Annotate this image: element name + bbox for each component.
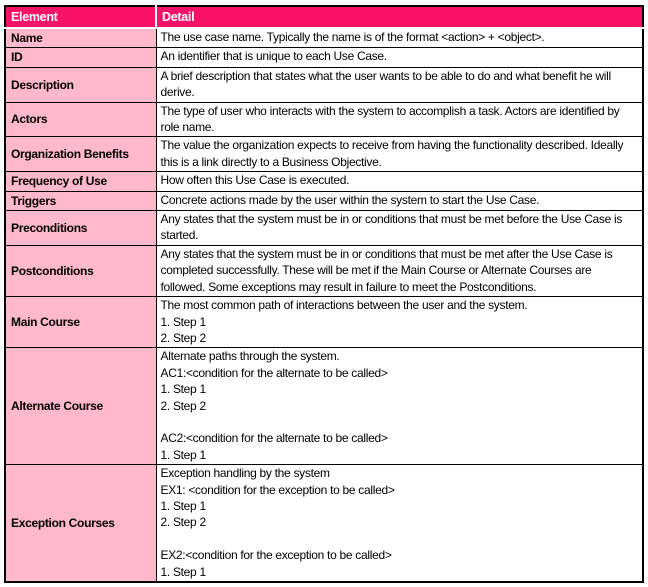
table-row [5, 28, 643, 48]
detail-line: 2. Step 2 [160, 515, 206, 530]
detail-cell [156, 245, 643, 296]
detail-line: An identifier that is unique to each Use Case. [160, 49, 387, 64]
detail-line: EX1: <condition for the exception to be called> [160, 482, 395, 497]
element-label-cell: Frequency of Use [5, 172, 156, 191]
element-label-cell: Alternate Course [5, 348, 156, 465]
detail-line: Concrete actions made by the user within the system to start the Use Case. [160, 192, 540, 207]
table-row [5, 211, 643, 246]
element-label-cell: Preconditions [5, 211, 156, 246]
detail-cell [156, 297, 643, 348]
table-row [5, 172, 643, 191]
element-label-cell: Triggers [5, 191, 156, 210]
detail-line: The most common path of interactions between the user and the system. [160, 298, 528, 313]
detail-cell [156, 465, 643, 582]
detail-line: 1. Step 1 [160, 498, 206, 513]
detail-line: Any states that the system must be in or conditions that must be met after the Use Case is completed successfully. These will be met if the Main Course or Alternate Courses are followed. Some exceptions may result in failure to meet the Postconditions. [160, 246, 613, 294]
detail-cell [156, 48, 643, 67]
detail-line: The use case name. Typically the name is of the format <action> + <object>. [160, 30, 545, 44]
detail-line: Exception handling by the system [160, 466, 330, 481]
detail-cell [156, 67, 643, 102]
table-row [5, 191, 643, 210]
detail-cell [156, 28, 643, 48]
detail-cell [156, 102, 643, 137]
detail-line: Any states that the system must be in or conditions that must be met before the Use Case is started. [160, 212, 623, 243]
table-body [5, 28, 643, 582]
detail-line: Alternate paths through the system. [160, 349, 340, 364]
detail-cell [156, 172, 643, 191]
detail-line: 1. Step 1 [160, 382, 206, 397]
detail-line: 2. Step 2 [160, 398, 206, 413]
detail-line: EX2:<condition for the exception to be called> [160, 548, 392, 563]
table-row [5, 102, 643, 137]
detail-cell [156, 348, 643, 465]
detail-line [161, 414, 640, 430]
detail-line: A brief description that states what the user wants to be able to do and what benefit he will derive. [160, 68, 611, 100]
detail-cell [156, 137, 643, 172]
column-header-detail: Detail [156, 6, 643, 28]
element-label-cell: Main Course [5, 297, 156, 348]
element-label-cell: Postconditions [5, 245, 156, 296]
detail-line: 1. Step 1 [160, 314, 206, 329]
use-case-template-table [4, 5, 644, 583]
table-row [5, 48, 643, 67]
table-row [5, 245, 643, 296]
detail-cell [156, 211, 643, 246]
element-label-cell: Actors [5, 102, 156, 137]
table-row [5, 67, 643, 102]
detail-line: AC1:<condition for the alternate to be called> [160, 365, 388, 380]
table-row [5, 137, 643, 172]
column-header-element: Element [5, 6, 156, 28]
detail-line: The type of user who interacts with the system to accomplish a task. Actors are identified by role name. [160, 103, 620, 135]
detail-line: 2. Step 2 [160, 330, 206, 345]
detail-cell [156, 191, 643, 210]
detail-line: 1. Step 1 [160, 447, 206, 462]
detail-line: How often this Use Case is executed. [160, 173, 350, 188]
detail-line: AC2:<condition for the alternate to be called> [160, 431, 388, 446]
element-label-cell: ID [5, 48, 156, 67]
table-header-row [5, 6, 643, 28]
table-row [5, 297, 643, 348]
detail-line [161, 531, 640, 547]
element-label-cell: Exception Courses [5, 465, 156, 582]
table-row [5, 348, 643, 465]
element-label-cell: Description [5, 67, 156, 102]
element-label-cell: Organization Benefits [5, 137, 156, 172]
detail-line: 1. Step 1 [160, 564, 206, 579]
table-row [5, 465, 643, 582]
element-label-cell: Name [5, 28, 156, 48]
detail-line: The value the organization expects to receive from having the functionality described. Ideally this is a link directly to a Business Objective. [160, 138, 624, 169]
